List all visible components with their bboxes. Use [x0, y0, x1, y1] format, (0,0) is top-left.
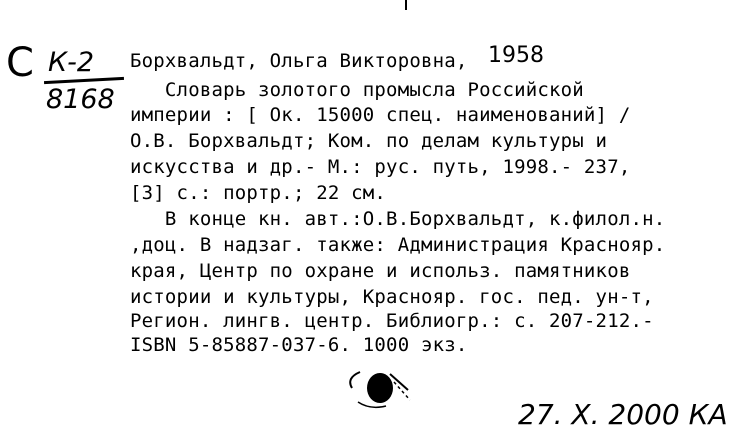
card-line-5: искусства и др.- М.: рус. путь, 1998.- 237, — [130, 156, 631, 178]
accession-date-handwritten: 27. X. 2000 КА — [518, 398, 728, 431]
card-line-12: ISBN 5-85887-037-6. 1000 экз. — [130, 334, 468, 356]
card-line-2: Словарь золотого промысла Российской — [130, 79, 584, 101]
card-line-4: О.В. Борхвальдт; Ком. по делам культуры и — [130, 130, 608, 152]
card-line-8: ,доц. В надзаг. также: Администрация Краснояр. — [130, 234, 666, 256]
card-line-7: В конце кн. авт.:О.В.Борхвальдт, к.филол.н. — [130, 208, 666, 230]
card-line-1: Борхвальдт, Ольга Викторовна, — [130, 50, 468, 72]
card-line-10: истории и культуры, Краснояр. гос. пед. ун-т, — [130, 286, 654, 308]
card-line-9: края, Центр по охране и использ. памятников — [130, 260, 631, 282]
ink-stamp-mark — [330, 360, 420, 415]
shelf-mark-code: К-2 — [48, 47, 95, 78]
card-line-11: Регион. лингв. центр. Библиогр.: с. 207-212.- — [130, 310, 654, 332]
card-line-6: [3] с.: портр.; 22 см. — [130, 182, 387, 204]
shelf-mark-prefix: С — [6, 40, 34, 86]
author-year-handwritten: 1958 — [488, 43, 544, 68]
card-line-3: империи : [ Ок. 15000 спец. наименований] / — [130, 104, 631, 126]
shelf-mark-number: 8168 — [46, 84, 115, 115]
card-top-rule — [405, 0, 407, 10]
